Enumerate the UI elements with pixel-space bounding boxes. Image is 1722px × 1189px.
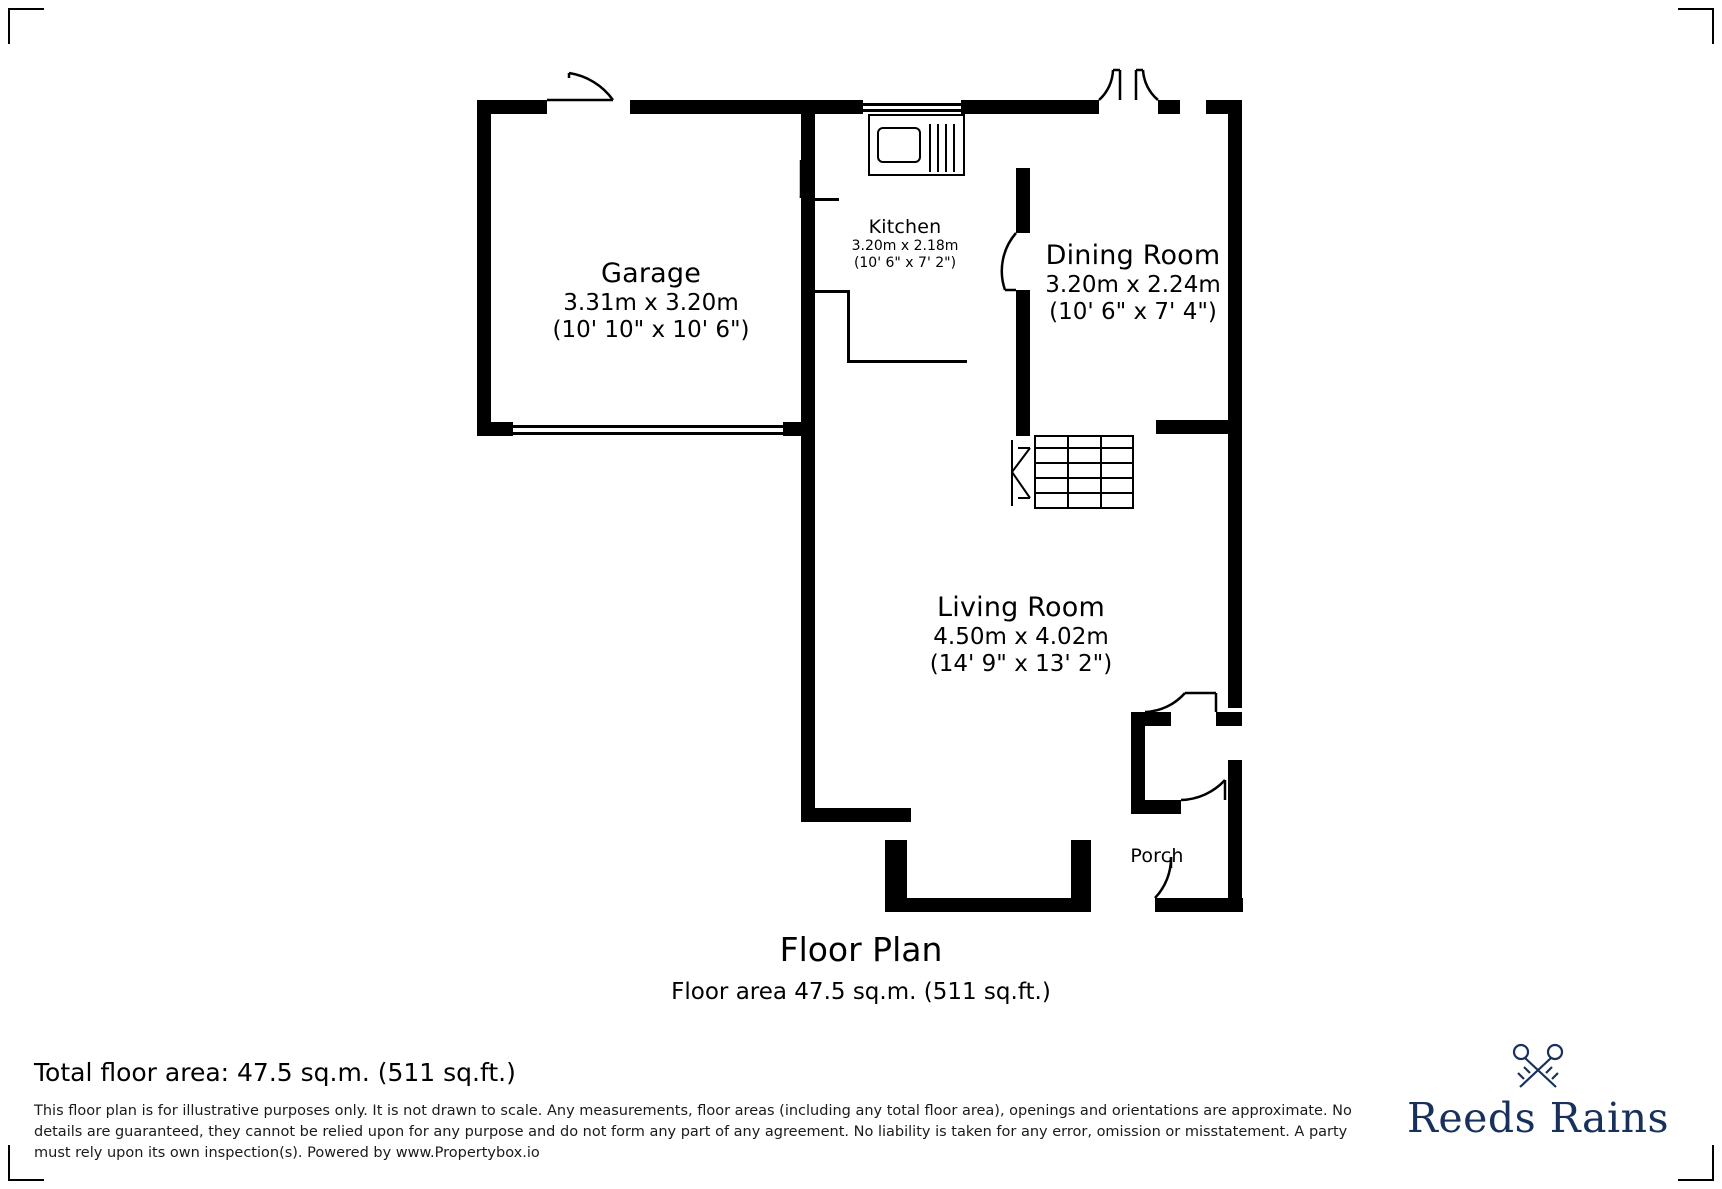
brand-logo <box>1388 1040 1688 1142</box>
room-dimension-imperial: (10' 6" x 7' 4") <box>1049 298 1217 325</box>
room-name: Porch <box>1130 845 1184 867</box>
room-label-kitchen <box>852 216 959 271</box>
room-dimension-metric: 4.50m x 4.02m <box>933 623 1109 650</box>
footer <box>34 1058 1374 1164</box>
room-dimension-metric: 3.31m x 3.20m <box>563 289 739 316</box>
room-dimension-metric: 3.20m x 2.18m <box>851 238 959 255</box>
crop-mark-bottom-right <box>1678 1145 1714 1181</box>
walls-group <box>477 70 1243 912</box>
room-name: Kitchen <box>868 216 942 238</box>
plan-caption <box>0 930 1722 1005</box>
plan-subtitle: Floor area 47.5 sq.m. (511 sq.ft.) <box>671 979 1051 1005</box>
room-name: Living Room <box>937 592 1105 623</box>
room-dimension-imperial: (10' 10" x 10' 6") <box>552 316 750 343</box>
disclaimer-text: This floor plan is for illustrative purposes only. It is not drawn to scale. Any measurements, floor areas (including any total floor area), openings and orientations are approximate. No details are guaranteed, they cannot be relied upon for any purpose and do not form any part of any agreement. No liability is taken for any error, omission or misstatement. A party must rely upon its own inspection(s). Powered by www.Propertybox.io <box>34 1103 1352 1162</box>
room-label-garage <box>552 258 749 344</box>
room-name: Dining Room <box>1045 240 1221 271</box>
room-label-dining-room <box>1045 240 1220 326</box>
room-label-living-room <box>930 592 1112 678</box>
plan-title: Floor Plan <box>779 930 943 969</box>
room-dimension-imperial: (14' 9" x 13' 2") <box>929 650 1113 677</box>
room-name: Garage <box>600 258 702 289</box>
crossed-keys-icon <box>1388 1040 1688 1092</box>
brand-name: Reeds Rains <box>1406 1094 1670 1142</box>
room-label-porch <box>1130 845 1183 867</box>
room-dimension-metric: 3.20m x 2.24m <box>1045 271 1221 298</box>
total-floor-area: Total floor area: 47.5 sq.m. (511 sq.ft.) <box>34 1058 516 1087</box>
room-dimension-imperial: (10' 6" x 7' 2") <box>853 254 957 271</box>
